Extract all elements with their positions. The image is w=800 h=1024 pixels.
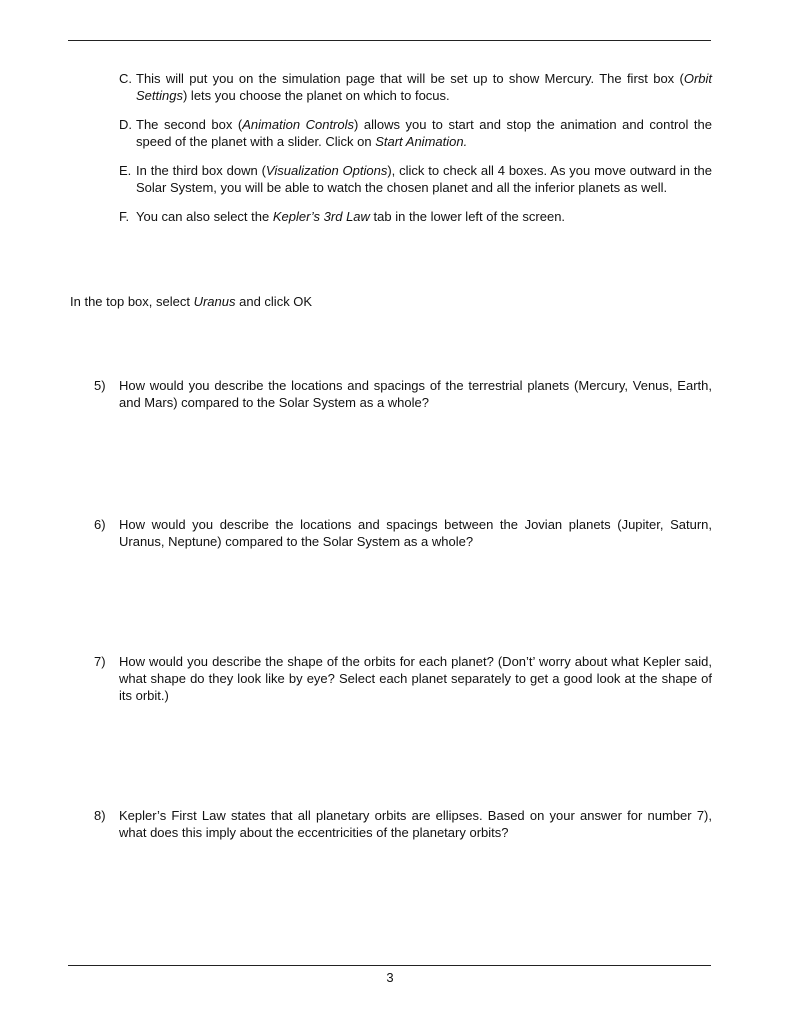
step-list bbox=[119, 70, 712, 237]
question-text: How would you describe the shape of the orbits for each planet? (Don’t’ worry about what Kepler said, what shape do they look like by eye? Select each planet separately to get a good look at the shape of its orbit.) bbox=[119, 654, 712, 703]
question-8 bbox=[94, 807, 712, 841]
step-item: C. This will put you on the simulation page that will be set up to show Mercury. The first box (Orbit Settings) lets you choose the planet on which to focus. bbox=[119, 71, 712, 103]
step-letter: D. bbox=[119, 117, 132, 132]
step-letter: C. bbox=[119, 71, 132, 86]
step-letter: E. bbox=[119, 163, 132, 178]
page-number: 3 bbox=[386, 970, 394, 985]
question-5 bbox=[94, 377, 712, 411]
question-number: 7) bbox=[94, 654, 106, 669]
question-6 bbox=[94, 516, 712, 550]
step-letter: F. bbox=[119, 209, 130, 224]
question-text: How would you describe the locations and spacings between the Jovian planets (Jupiter, Saturn, Uranus, Neptune) compared to the Solar System as a whole? bbox=[119, 517, 712, 549]
step-item: F. You can also select the Kepler’s 3rd Law tab in the lower left of the screen. bbox=[119, 209, 566, 224]
footer-rule bbox=[68, 965, 711, 966]
question-number: 5) bbox=[94, 378, 106, 393]
step-item: D. The second box (Animation Controls) allows you to start and stop the animation and control the speed of the planet with a slider. Click on Start Animation. bbox=[119, 117, 713, 149]
step-item: E. In the third box down (Visualization Options), click to check all 4 boxes. As you move outward in the Solar System, you will be able to watch the chosen planet and all the inferior planets as well. bbox=[119, 163, 712, 195]
instruction-text: In the top box, select Uranus and click OK bbox=[70, 294, 313, 309]
question-7 bbox=[94, 653, 712, 704]
question-number: 8) bbox=[94, 808, 106, 823]
question-text: How would you describe the locations and spacings of the terrestrial planets (Mercury, Venus, Earth, and Mars) compared to the Solar System as a whole? bbox=[119, 378, 712, 410]
question-text: Kepler’s First Law states that all planetary orbits are ellipses. Based on your answer for number 7), what does this imply about the eccentricities of the planetary orbits? bbox=[119, 808, 712, 840]
question-number: 6) bbox=[94, 517, 106, 532]
header-rule bbox=[68, 40, 711, 41]
